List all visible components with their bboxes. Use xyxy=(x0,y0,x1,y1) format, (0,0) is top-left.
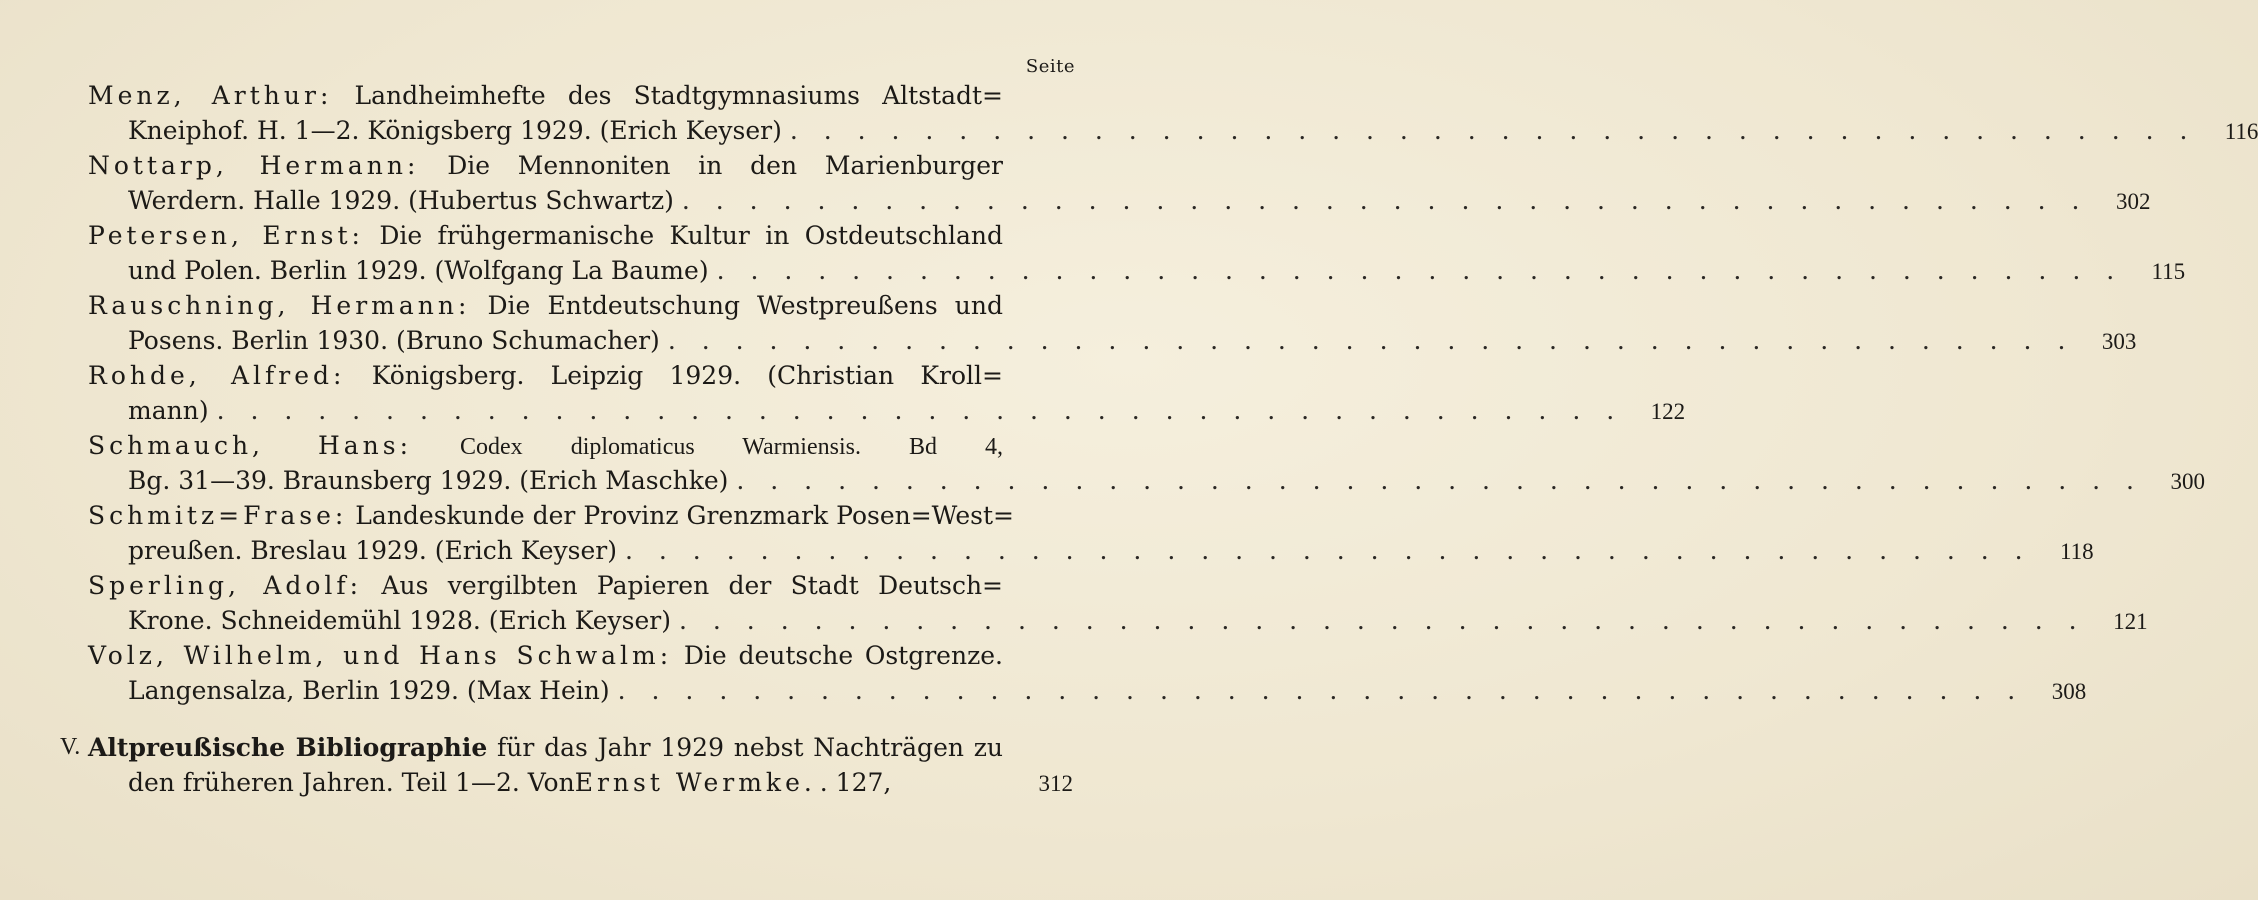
entry-first-line xyxy=(88,218,1073,253)
entry-first-line xyxy=(88,568,1073,603)
page-number: 308 xyxy=(2051,679,2087,704)
entry-details: und Polen. Berlin 1929. (Wolfgang La Baume) xyxy=(128,256,709,285)
entry-second-line xyxy=(88,533,2094,568)
entry-title: Codex diplomaticus Warmiensis. Bd 4, xyxy=(412,434,1003,460)
section-title: Altpreußische Bibliographie xyxy=(88,733,488,762)
entry-author: Petersen, Ernst: xyxy=(88,221,364,250)
entry-first-line xyxy=(88,428,1073,463)
dot-leader: . . . . . . . . . . . . . . . . . . . . . . . . . . . . . . . . . . . . . . . . . . xyxy=(667,326,2075,355)
entry-title: Die deutsche Ostgrenze. xyxy=(672,641,1003,670)
entry-details: preußen. Breslau 1929. (Erich Keyser) xyxy=(128,536,618,565)
entry-second-line xyxy=(88,393,1686,428)
entry-second-line xyxy=(88,603,2148,638)
dot-leader: . . . . . . . . . . . . . . . . . . . . . . . . . . . . . . . . . . . . . . . . . . xyxy=(681,186,2089,215)
entry-author: Schmitz=Frase: xyxy=(88,501,348,530)
dot-leader: . . . . . . . . . . . . . . . . . . . . . . . . . . . . . . . . . . . . . . . . . . xyxy=(716,256,2124,285)
entry-author: Menz, Arthur: xyxy=(88,81,333,110)
bibliography-entry xyxy=(88,498,2094,568)
entry-first-line xyxy=(88,638,1073,673)
entry-details: Posens. Berlin 1930. (Bruno Schumacher) xyxy=(128,326,660,355)
entry-details: Werdern. Halle 1929. (Hubertus Schwartz) xyxy=(128,186,674,215)
page-column-header: Seite xyxy=(1025,56,1075,77)
page-number: 121 xyxy=(2113,609,2148,634)
entry-title: Die frühgermanische Kultur in Ostdeutschland xyxy=(363,221,1003,250)
entry-second-line xyxy=(88,463,2205,498)
bibliography-entry xyxy=(88,568,2148,638)
dot-leader: . . . . . . . . . . . . . . . . . . . . . . . . . . . . . . . . . . . . . . . . . . xyxy=(789,116,2197,145)
section-details: den früheren Jahren. Teil 1—2. Von xyxy=(128,768,575,797)
entry-second-line xyxy=(88,323,2137,358)
page-number: 303 xyxy=(2101,329,2137,354)
dot-leader: . . . . . . . . . . . . . . . . . . . . . . . . . . . . . . . . . . . . . . . . . . xyxy=(216,396,1624,425)
section-title-rest: für das Jahr 1929 nebst Nachträgen zu xyxy=(487,733,1003,762)
page-number: 115 xyxy=(2151,259,2186,284)
entry-first-line xyxy=(88,358,1073,393)
entry-first-line xyxy=(88,288,1073,323)
entry-details: Bg. 31—39. Braunsberg 1929. (Erich Maschke) xyxy=(128,466,729,495)
entry-second-line xyxy=(88,183,2151,218)
bibliography-entry xyxy=(88,218,2186,288)
entry-title: Aus vergilbten Papieren der Stadt Deutsch= xyxy=(362,571,1003,600)
entry-first-line xyxy=(88,498,1073,533)
page-number: 122 xyxy=(1650,399,1686,424)
dot-leader: . . . . . . . . . . . . . . . . . . . . . . . . . . . . . . . . . . . . . . . . . . xyxy=(617,676,2025,705)
entry-second-line xyxy=(88,253,2186,288)
entry-author: Sperling, Adolf: xyxy=(88,571,363,600)
entry-second-line xyxy=(88,113,2258,148)
bibliography-entry xyxy=(88,288,2137,358)
dot-leader: . . . . . . . . . . . . . . . . . . . . . . . . . . . . . . . . . . . . . . . . . . xyxy=(679,606,2086,635)
entry-author: Nottarp, Hermann: xyxy=(88,151,420,180)
dot-leader: . . . . . . . . . . . . . . . . . . . . . . . . . . . . . . . . . . . . . . . . . . xyxy=(625,536,2032,565)
entry-details: mann) xyxy=(128,396,209,425)
entry-author: Rohde, Alfred: xyxy=(88,361,346,390)
page-number: 116 xyxy=(2224,119,2258,144)
page-number: 118 xyxy=(2059,539,2094,564)
section-second-line xyxy=(88,765,1073,800)
bibliography-entry xyxy=(88,358,1686,428)
section-author: Ernst Wermke xyxy=(574,768,804,797)
bibliography-entry xyxy=(88,428,2205,498)
entry-title: Königsberg. Leipzig 1929. (Christian Kroll= xyxy=(345,361,1003,390)
section-page-start: . . 127, xyxy=(803,768,892,797)
page-number: 300 xyxy=(2170,469,2205,494)
section-number: V. xyxy=(60,734,81,760)
entry-details: Krone. Schneidemühl 1928. (Erich Keyser) xyxy=(128,606,672,635)
entry-details: Kneiphof. H. 1—2. Königsberg 1929. (Erich Keyser) xyxy=(128,116,782,145)
entry-author: Volz, Wilhelm, und Hans Schwalm: xyxy=(88,641,673,670)
entry-first-line xyxy=(88,148,1073,183)
section-entry xyxy=(60,730,1073,800)
entry-title: Landheimhefte des Stadtgymnasiums Altstadt= xyxy=(332,81,1004,110)
bibliography-entry xyxy=(88,638,2087,708)
entry-details: Langensalza, Berlin 1929. (Max Hein) xyxy=(128,676,610,705)
entry-author: Schmauch, Hans: xyxy=(88,431,413,460)
bibliography-entry xyxy=(88,78,2258,148)
dot-leader: . . . . . . . . . . . . . . . . . . . . . . . . . . . . . . . . . . . . . . . . . . xyxy=(736,466,2143,495)
page-number: 312 xyxy=(1038,771,1073,796)
bibliography-entry xyxy=(88,148,2151,218)
entry-title: Die Entdeutschung Westpreußens und xyxy=(470,291,1003,320)
entry-second-line xyxy=(88,673,2087,708)
entry-title: Die Mennoniten in den Marienburger xyxy=(419,151,1003,180)
entry-first-line xyxy=(88,78,1073,113)
section-first-line xyxy=(60,730,1073,765)
page-number: 302 xyxy=(2115,189,2151,214)
entry-author: Rauschning, Hermann: xyxy=(88,291,471,320)
entry-title: Landeskunde der Provinz Grenzmark Posen=West= xyxy=(347,501,1014,530)
